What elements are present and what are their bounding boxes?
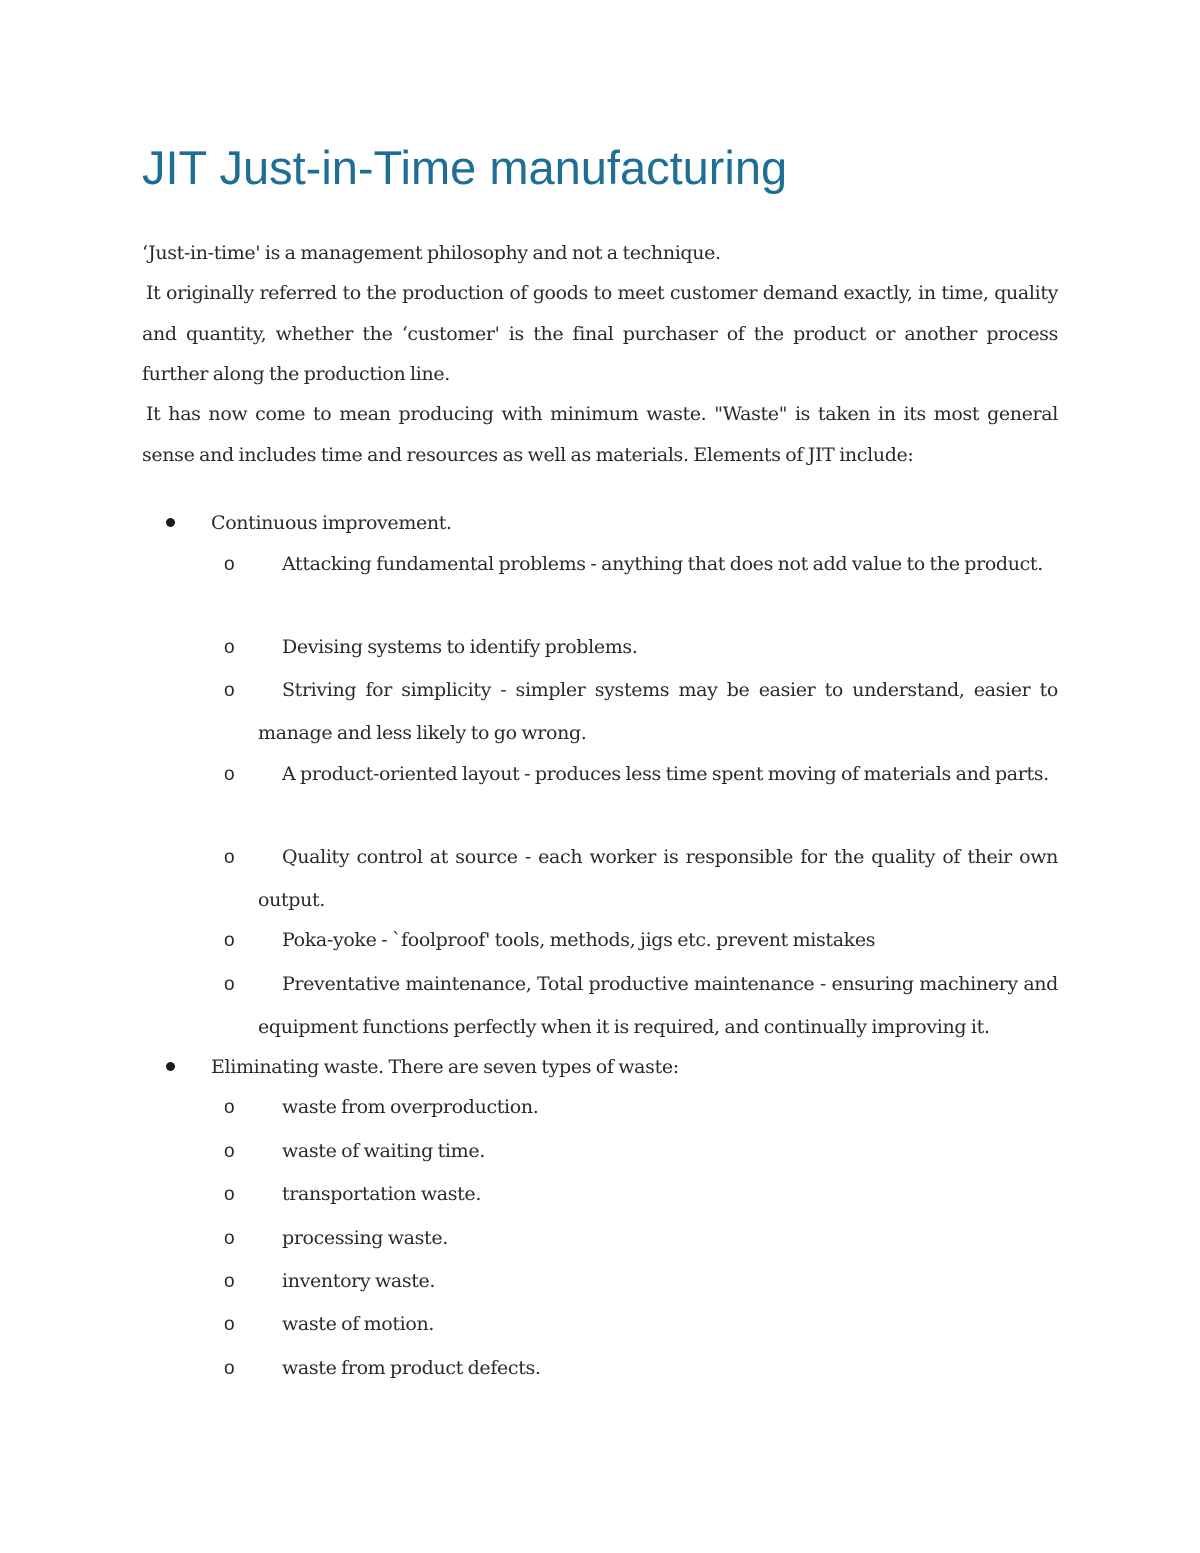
sub-list-item-text: waste of waiting time.	[282, 1140, 485, 1162]
circle-bullet-icon: o	[224, 1097, 235, 1118]
circle-bullet-icon: o	[224, 1271, 235, 1292]
sub-list-item-text: Poka-yoke - `foolproof' tools, methods, jigs etc. prevent mistakes	[282, 929, 876, 951]
sub-list-item-text: waste of motion.	[282, 1313, 435, 1335]
circle-bullet-icon: o	[224, 974, 235, 995]
sub-list-item-text: Devising systems to identify problems.	[282, 636, 638, 658]
circle-bullet-icon: o	[224, 1358, 235, 1379]
list-item-label: Continuous improvement.	[211, 512, 452, 534]
sub-list-item-text: Preventative maintenance, Total productive maintenance - ensuring machinery and equipment functions perfectly when it is required, and continually improving it.	[258, 973, 1058, 1038]
intro-paragraph: ‘Just-in-time' is a management philosophy and not a technique.	[142, 242, 721, 264]
sub-list-item-text: waste from overproduction.	[282, 1096, 539, 1118]
sub-list-item-text: transportation waste.	[282, 1183, 482, 1205]
circle-bullet-icon: o	[224, 1184, 235, 1205]
list-item-label: Eliminating waste. There are seven types of waste:	[211, 1056, 679, 1078]
circle-bullet-icon: o	[224, 847, 235, 868]
sub-list-item-text: inventory waste.	[282, 1270, 436, 1292]
circle-bullet-icon: o	[224, 554, 235, 575]
circle-bullet-icon: o	[224, 680, 235, 701]
sub-list-item-text: Attacking fundamental problems - anything that does not add value to the product.	[282, 553, 1043, 575]
circle-bullet-icon: o	[224, 930, 235, 951]
circle-bullet-icon: o	[224, 637, 235, 658]
sub-list-item-text: waste from product defects.	[282, 1357, 541, 1379]
meaning-paragraph: It has now come to mean producing with minimum waste. "Waste" is taken in its most general sense and includes time and resources as well as materials. Elements of JIT include:	[142, 403, 1058, 466]
page-title: JIT Just-in-Time manufacturing	[142, 141, 788, 194]
bullet-dot-icon	[166, 1062, 175, 1071]
circle-bullet-icon: o	[224, 764, 235, 785]
circle-bullet-icon: o	[224, 1228, 235, 1249]
origin-paragraph: It originally referred to the production of goods to meet customer demand exactly, in time, quality and quantity, whether the ‘customer' is the final purchaser of the product or another process further along the production line.	[142, 282, 1058, 385]
bullet-dot-icon	[166, 518, 175, 527]
sub-list-item-text: Quality control at source - each worker is responsible for the quality of their own output.	[258, 846, 1058, 911]
circle-bullet-icon: o	[224, 1314, 235, 1335]
sub-list-item-text: A product-oriented layout - produces less time spent moving of materials and parts.	[282, 763, 1049, 785]
sub-list-item-text: processing waste.	[282, 1227, 448, 1249]
circle-bullet-icon: o	[224, 1141, 235, 1162]
sub-list-item-text: Striving for simplicity - simpler systems may be easier to understand, easier to manage and less likely to go wrong.	[258, 679, 1058, 744]
